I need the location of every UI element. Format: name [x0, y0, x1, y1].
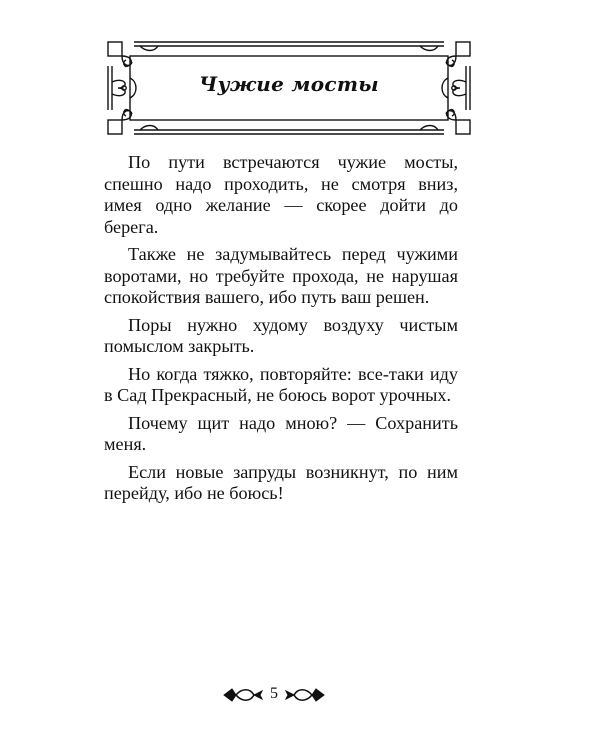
paragraph: Если новые запруды возникнут, по ним перейду, ибо не боюсь!	[104, 461, 458, 503]
page-footer	[222, 684, 326, 706]
chapter-body	[104, 152, 458, 511]
paragraph: По пути встречаются чужие мосты, спешно надо проходить, не смотря вниз, имея одно желание — скорее дойти до берега.	[104, 152, 458, 237]
paragraph: Почему щит надо мною? — Сохранить меня.	[104, 412, 458, 454]
paragraph: Поры нужно худому воздуху чистым помыслом закрыть.	[104, 314, 458, 356]
paragraph: Но когда тяжко, повторяйте: все-таки иду в Сад Прекрасный, не боюсь ворот урочных.	[104, 363, 458, 405]
chapter-title: Чужие мосты	[199, 72, 379, 96]
page-number: 5	[270, 685, 278, 702]
paragraph: Также не задумывайтесь перед чужими воротами, но требуйте прохода, не нарушая спокойствия вашего, ибо путь ваш решен.	[104, 244, 458, 307]
